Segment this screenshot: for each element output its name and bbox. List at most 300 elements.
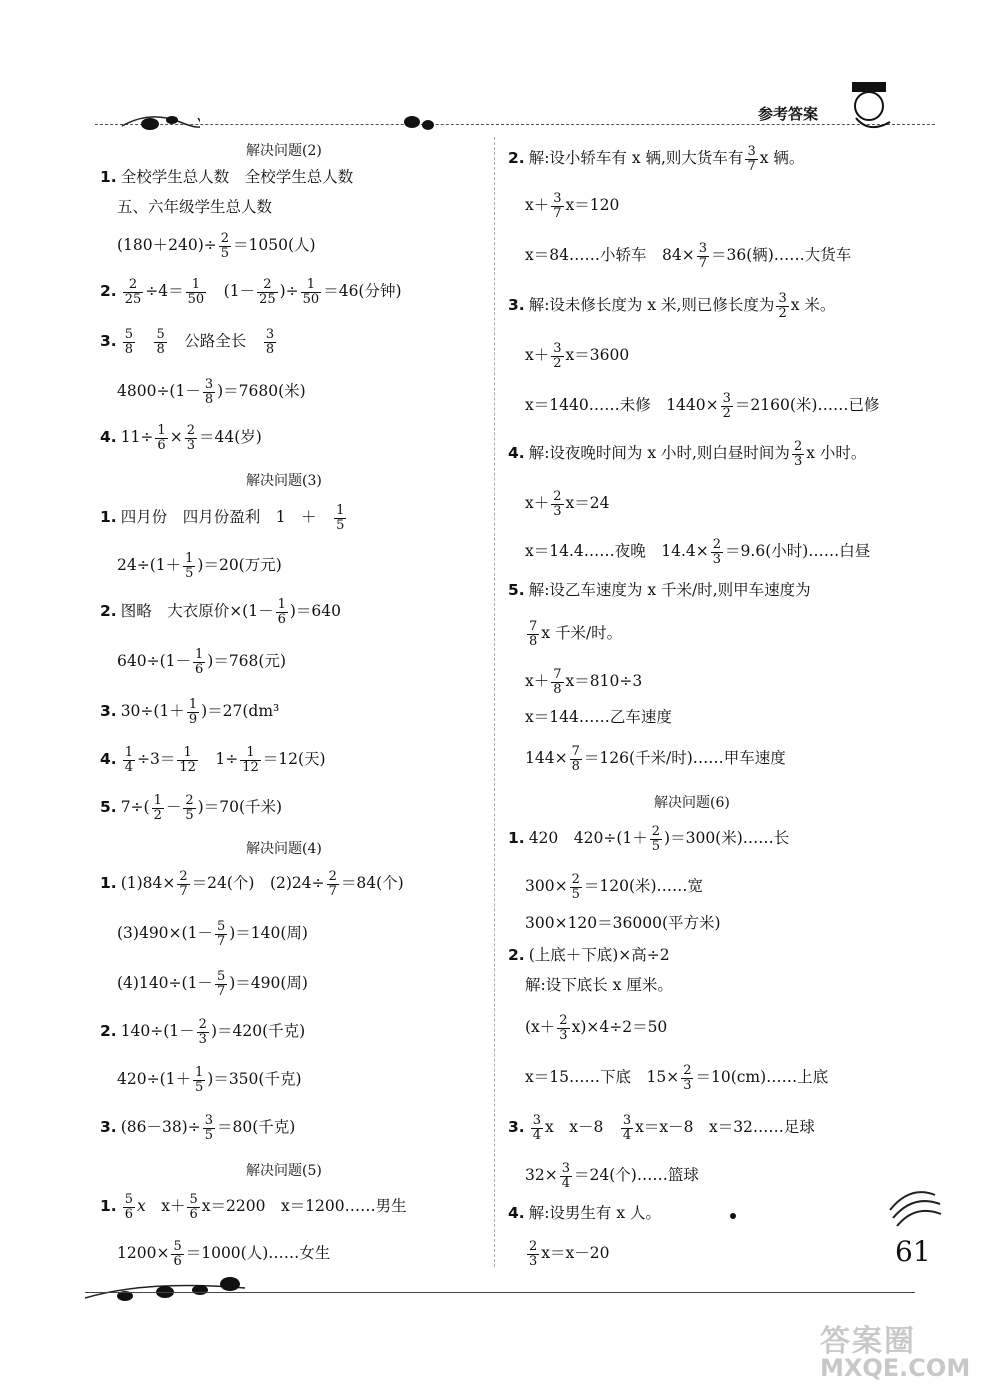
answer-text: 解:设未修长度为 x 米,则已修长度为 (528, 296, 775, 315)
fraction-denominator: 6 (189, 1206, 198, 1222)
fraction (177, 746, 198, 774)
fraction-numerator: 3 (265, 327, 275, 342)
fraction (187, 698, 199, 726)
answer-line (525, 1064, 828, 1092)
answer-text: ＝36(辆)……大货车 (710, 246, 852, 265)
answer-text: x＝x－20 (541, 1244, 610, 1263)
fraction-denominator: 25 (124, 291, 142, 307)
fraction-numerator: 3 (204, 1113, 213, 1128)
answer-text: (3)490×(1－ (117, 924, 213, 943)
fraction (123, 328, 135, 356)
fraction-numerator: 5 (124, 1192, 133, 1207)
leaf-ornament-right (400, 112, 440, 134)
answer-text: ＝12(天) (262, 750, 326, 769)
answer-text: )＝27(dm³ (201, 702, 280, 721)
fraction (203, 378, 215, 406)
fraction (557, 1014, 569, 1042)
item-number: 2. (508, 946, 525, 964)
fraction-numerator: 5 (124, 327, 133, 342)
item-number: 1. (100, 1197, 117, 1216)
fraction-numerator: 5 (189, 1192, 198, 1207)
answer-text: (x＋ (525, 1018, 556, 1037)
answer-text: x＝x－8 x＝32……足球 (635, 1118, 815, 1137)
fraction-numerator: 7 (529, 619, 538, 634)
answer-text: ＝24(个) (2)24÷ (191, 874, 325, 893)
answer-text: ＝46(分钟) (323, 282, 402, 301)
fraction-denominator: 5 (571, 886, 580, 902)
answer-line (525, 1162, 699, 1190)
fraction-denominator: 8 (529, 633, 538, 649)
fraction (570, 873, 582, 901)
answer-text: 140÷(1－ (120, 1022, 195, 1041)
fraction-denominator: 4 (561, 1175, 570, 1191)
answer-text: (180＋240)÷ (117, 236, 217, 255)
answer-line (117, 378, 306, 406)
fraction-denominator: 7 (328, 883, 337, 899)
answer-text: 30÷(1＋ (120, 702, 185, 721)
answer-line (117, 648, 286, 676)
fraction-denominator: 2 (153, 807, 162, 823)
fraction-denominator: 3 (198, 1031, 207, 1047)
answer-text: ＝84(个) (340, 874, 404, 893)
fraction (215, 920, 227, 948)
answer-text: x＝14.4……夜晚 14.4× (525, 542, 709, 561)
fraction-numerator: 3 (204, 377, 214, 392)
item-number: 2. (100, 1022, 117, 1041)
watermark-logo: 答案圈 (820, 1324, 916, 1359)
item-number: 5. (100, 798, 117, 817)
answer-text: x＝24 (565, 494, 610, 513)
fraction-numerator: 2 (198, 1017, 207, 1032)
fraction-denominator: 6 (157, 437, 166, 453)
fraction-denominator: 7 (698, 255, 707, 271)
item-number: 4. (100, 428, 117, 447)
answer-line (525, 978, 673, 994)
fraction-denominator: 2 (778, 305, 787, 321)
fraction-denominator: 5 (194, 1079, 204, 1095)
item-number: 1. (100, 874, 117, 893)
item-number: 3. (100, 1118, 117, 1137)
fraction (177, 870, 189, 898)
answer-text: ＝1050(人) (233, 236, 316, 255)
fraction (203, 1114, 215, 1142)
answer-text: x＝84……小轿车 84× (525, 246, 695, 265)
fraction-numerator: 1 (188, 697, 198, 712)
answer-text: (1－ (208, 282, 256, 301)
answer-line (117, 1066, 302, 1094)
answer-text: ÷4＝ (145, 282, 184, 301)
answer-text: )＝140(周) (229, 924, 308, 943)
fraction-numerator: 3 (698, 241, 707, 256)
fraction-denominator: 5 (220, 245, 230, 261)
fraction (187, 1193, 199, 1221)
answer-text: x＝1440……未修 1440× (525, 396, 719, 415)
item-number: 3. (100, 702, 117, 721)
fraction-numerator: 2 (185, 793, 194, 808)
answer-text: x＋ (525, 494, 550, 513)
fraction-denominator: 3 (186, 437, 195, 453)
section-title: 解决问题(4) (246, 841, 322, 857)
answer-text: )＝20(万元) (197, 556, 282, 575)
answer-line (508, 583, 811, 599)
answer-line (100, 504, 348, 532)
answer-line (100, 1114, 295, 1142)
fraction-denominator: 7 (216, 933, 226, 949)
fraction-denominator: 3 (683, 1077, 692, 1093)
answer-text: x＋ (525, 196, 550, 215)
answer-text: (86－38)÷ (120, 1118, 201, 1137)
answer-line (508, 1206, 661, 1222)
answer-line (117, 1240, 330, 1268)
fraction-numerator: 1 (240, 746, 261, 761)
fraction-numerator: 3 (553, 341, 562, 356)
fraction (560, 1162, 572, 1190)
fraction (551, 192, 563, 220)
fraction (721, 392, 733, 420)
fraction-numerator: 2 (712, 537, 722, 552)
fraction-denominator: 4 (622, 1127, 632, 1143)
answer-line (525, 916, 721, 932)
fraction (155, 424, 167, 452)
answer-text: ＝24(个)……篮球 (574, 1166, 699, 1185)
answer-text: )＝490(周) (229, 974, 308, 993)
answer-line (100, 1193, 407, 1221)
fraction-numerator: 2 (571, 872, 580, 887)
answer-text: 24÷(1＋ (117, 556, 182, 575)
answer-line (525, 668, 642, 696)
answer-line (117, 232, 316, 260)
fraction-numerator: 5 (216, 969, 226, 984)
watermark-url: MXQE.COM (820, 1354, 971, 1382)
fraction-denominator: 3 (559, 1027, 568, 1043)
fraction-numerator: 2 (220, 231, 230, 246)
fraction (276, 598, 288, 626)
answer-text: 解:设男生有 x 人。 (528, 1204, 662, 1222)
answer-line (525, 192, 619, 220)
fraction-numerator: 2 (257, 278, 278, 293)
answer-line (525, 538, 870, 566)
answer-line (508, 292, 835, 320)
section-title: 解决问题(2) (246, 143, 322, 159)
answer-line (525, 1240, 610, 1268)
item-number: 2. (508, 149, 525, 168)
answer-text: 解:设小轿车有 x 辆,则大货车有 (528, 149, 744, 168)
ink-dot (730, 1213, 736, 1219)
fraction-numerator: 1 (177, 746, 198, 761)
fraction-denominator: 2 (722, 405, 731, 421)
fraction-numerator: 1 (336, 503, 345, 518)
answer-text: x 小时。 (806, 444, 867, 463)
answer-line (100, 328, 278, 356)
answer-line (117, 920, 308, 948)
fraction-numerator: 2 (529, 1239, 538, 1254)
fraction (570, 745, 582, 773)
section-title: 解决问题(5) (246, 1163, 322, 1179)
fraction-denominator: 6 (173, 1253, 182, 1269)
fraction (745, 145, 757, 173)
answer-line (508, 1114, 815, 1142)
fraction-denominator: 12 (179, 759, 196, 775)
fraction (551, 668, 563, 696)
fraction (776, 292, 788, 320)
fraction (697, 242, 709, 270)
fraction-denominator: 50 (187, 291, 205, 307)
answer-text: )＝7680(米) (217, 382, 306, 401)
fraction (240, 746, 261, 774)
answer-line (100, 170, 353, 186)
item-number: 3. (508, 296, 525, 315)
fraction (123, 1193, 135, 1221)
answer-text: 420 420÷(1＋ (528, 829, 648, 848)
page-number: 61 (895, 1235, 931, 1268)
fraction-denominator: 3 (529, 1253, 538, 1269)
fraction (527, 620, 539, 648)
vine-ornament-footer-left (85, 1270, 255, 1310)
wave-ornament-icon (885, 1180, 945, 1230)
answer-line (525, 620, 622, 648)
answer-text: (1)84× (120, 874, 176, 893)
answer-text: 公路全长 (184, 332, 247, 351)
fraction-numerator: 1 (124, 745, 133, 760)
fraction-denominator: 5 (336, 517, 345, 533)
fraction-numerator: 2 (559, 1013, 568, 1028)
item-number: 4. (508, 1204, 525, 1222)
fraction-numerator: 2 (683, 1063, 692, 1078)
fraction (621, 1114, 633, 1142)
footer-rule (85, 1292, 915, 1293)
answer-line (508, 825, 789, 853)
fraction-denominator: 5 (204, 1127, 213, 1143)
fraction-numerator: 2 (651, 824, 661, 839)
fraction (123, 278, 144, 306)
fraction-denominator: 7 (216, 983, 226, 999)
answer-line (100, 698, 279, 726)
answer-text: x x－8 (544, 1118, 619, 1137)
fraction-numerator: 2 (179, 869, 188, 884)
vine-ornament-left (120, 108, 200, 134)
answer-text: 4800÷(1－ (117, 382, 201, 401)
fraction-denominator: 5 (185, 807, 194, 823)
answer-text: 解:设夜晚时间为 x 小时,则白昼时间为 (528, 444, 790, 463)
answer-text: 解:设下底长 x 厘米。 (525, 976, 673, 994)
fraction (301, 278, 322, 306)
item-number: 3. (508, 1118, 525, 1137)
student-mascot-icon (838, 78, 908, 134)
fraction (219, 232, 231, 260)
fraction-denominator: 4 (124, 759, 133, 775)
fraction-denominator: 8 (571, 758, 580, 774)
fraction (123, 746, 135, 774)
answer-text: x 千米/时。 (541, 624, 623, 643)
fraction-denominator: 6 (194, 661, 204, 677)
fraction-numerator: 3 (778, 291, 787, 306)
answer-text: 四月份 四月份盈利 1 ＋ (120, 508, 317, 527)
fraction-denominator: 12 (242, 759, 259, 775)
answer-text: x＋ (145, 1197, 186, 1216)
fraction (186, 278, 207, 306)
answer-text: )÷ (279, 282, 299, 301)
fraction (681, 1064, 693, 1092)
fraction-numerator: 1 (157, 423, 166, 438)
fraction (527, 1240, 539, 1268)
answer-text: (上底＋下底)×高÷2 (528, 946, 670, 964)
answer-text: )＝350(千克) (207, 1070, 302, 1089)
fraction-denominator: 3 (553, 503, 562, 519)
fraction (193, 648, 205, 676)
fraction-denominator: 7 (747, 158, 756, 174)
answer-text: x＝120 (565, 196, 620, 215)
answer-text: )＝300(米)……长 (664, 829, 790, 848)
fraction-numerator: 2 (793, 439, 803, 454)
answer-text: 图略 大衣原价×(1－ (120, 602, 274, 621)
fraction-numerator: 1 (186, 278, 207, 293)
answer-line (525, 490, 610, 518)
fraction (551, 342, 563, 370)
answer-line (525, 873, 703, 901)
answer-text: 11÷ (120, 428, 154, 447)
answer-text: ＝1000(人)……女生 (185, 1244, 331, 1263)
answer-text: x＝2200 x＝1200……男生 (201, 1197, 407, 1216)
answer-text: 1200× (117, 1244, 170, 1263)
fraction-numerator: 5 (216, 919, 226, 934)
answer-text: )＝768(元) (207, 652, 286, 671)
answer-line (100, 424, 262, 452)
fraction-denominator: 4 (532, 1127, 541, 1143)
fraction (197, 1018, 209, 1046)
fraction-denominator: 8 (204, 391, 214, 407)
answer-text: ＝10(cm)……上底 (695, 1068, 829, 1087)
answer-text: x (136, 1197, 146, 1216)
answer-text: ＝126(千米/时)……甲车速度 (583, 749, 786, 768)
answer-line (525, 342, 629, 370)
fraction-denominator: 9 (188, 711, 198, 727)
answer-text: ＝9.6(小时)……白昼 (725, 542, 871, 561)
fraction-numerator: 3 (532, 1113, 541, 1128)
fraction (334, 504, 346, 532)
answer-line (525, 745, 786, 773)
fraction (531, 1114, 543, 1142)
fraction (171, 1240, 183, 1268)
fraction-numerator: 3 (561, 1161, 570, 1176)
fraction-numerator: 1 (194, 647, 204, 662)
section-title: 解决问题(6) (654, 795, 730, 811)
fraction-numerator: 2 (186, 423, 195, 438)
answer-line (100, 1018, 305, 1046)
column-divider (494, 137, 495, 1267)
item-number: 3. (100, 332, 117, 351)
answer-text: ＝120(米)……宽 (583, 877, 704, 896)
answer-text: ÷3＝ (136, 750, 176, 769)
answer-line (525, 710, 672, 726)
answer-line (117, 200, 272, 216)
fraction (185, 424, 197, 452)
item-number: 5. (508, 581, 525, 599)
answer-line (117, 970, 308, 998)
item-number: 2. (100, 282, 117, 301)
fraction (215, 970, 227, 998)
answer-text: 1÷ (199, 750, 239, 769)
answer-text: ＝44(岁) (198, 428, 262, 447)
fraction-denominator: 7 (179, 883, 188, 899)
fraction-numerator: 1 (194, 1065, 204, 1080)
item-number: 2. (100, 602, 117, 621)
fraction-numerator: 2 (553, 489, 562, 504)
fraction-denominator: 7 (553, 205, 562, 221)
fraction-denominator: 8 (156, 341, 165, 357)
answer-text: × (169, 428, 183, 447)
fraction-denominator: 6 (277, 611, 286, 627)
answer-text: x＝144……乙车速度 (525, 708, 672, 726)
fraction-denominator: 8 (265, 341, 275, 357)
fraction (650, 825, 662, 853)
fraction-numerator: 1 (301, 278, 322, 293)
fraction-numerator: 2 (328, 869, 337, 884)
fraction-numerator: 7 (571, 744, 580, 759)
answer-text: x＝810÷3 (565, 672, 643, 691)
answer-line (525, 242, 851, 270)
answer-text: － (165, 798, 182, 817)
answer-line (508, 440, 866, 468)
fraction (257, 278, 278, 306)
fraction-numerator: 1 (153, 793, 162, 808)
item-number: 1. (100, 168, 117, 186)
fraction-denominator: 5 (651, 838, 661, 854)
answer-text: x＋ (525, 672, 550, 691)
item-number: 4. (100, 750, 117, 769)
answer-line (100, 278, 402, 306)
fraction-denominator: 3 (793, 453, 803, 469)
answer-text: (4)140÷(1－ (117, 974, 213, 993)
fraction-numerator: 1 (277, 597, 286, 612)
answer-text: x 米。 (790, 296, 836, 315)
answer-text: ＝2160(米)……已修 (734, 396, 880, 415)
item-number: 4. (508, 444, 525, 463)
fraction-numerator: 3 (722, 391, 731, 406)
fraction-numerator: 5 (156, 327, 165, 342)
fraction-denominator: 50 (302, 291, 320, 307)
answer-text: x＝15……下底 15× (525, 1068, 680, 1087)
answer-text: 640÷(1－ (117, 652, 191, 671)
answer-text: x＋ (525, 346, 550, 365)
answer-text: ＝80(千克) (217, 1118, 296, 1137)
answer-line (100, 870, 404, 898)
answer-text: 全校学生总人数 全校学生总人数 (120, 168, 354, 186)
fraction (551, 490, 563, 518)
header-rule (95, 124, 935, 125)
answer-text: 五、六年级学生总人数 (117, 198, 273, 216)
section-title: 解决问题(3) (246, 473, 322, 489)
answer-line (117, 552, 282, 580)
answer-line (100, 598, 341, 626)
answer-text: 300× (525, 877, 568, 896)
fraction (264, 328, 276, 356)
fraction-numerator: 7 (553, 667, 562, 682)
answer-text: x 辆。 (759, 149, 805, 168)
fraction-numerator: 2 (123, 278, 144, 293)
answer-text: 420÷(1＋ (117, 1070, 191, 1089)
fraction-numerator: 3 (747, 144, 756, 159)
item-number: 1. (508, 829, 525, 848)
fraction (327, 870, 339, 898)
answer-text: )＝70(千米) (197, 798, 283, 817)
answer-text: )＝420(千克) (210, 1022, 306, 1041)
fraction-denominator: 5 (185, 565, 194, 581)
answer-text: 144× (525, 749, 568, 768)
fraction-numerator: 5 (173, 1239, 182, 1254)
answer-text: x)×4÷2＝50 (571, 1018, 668, 1037)
fraction (183, 552, 195, 580)
answer-text: 32× (525, 1166, 558, 1185)
